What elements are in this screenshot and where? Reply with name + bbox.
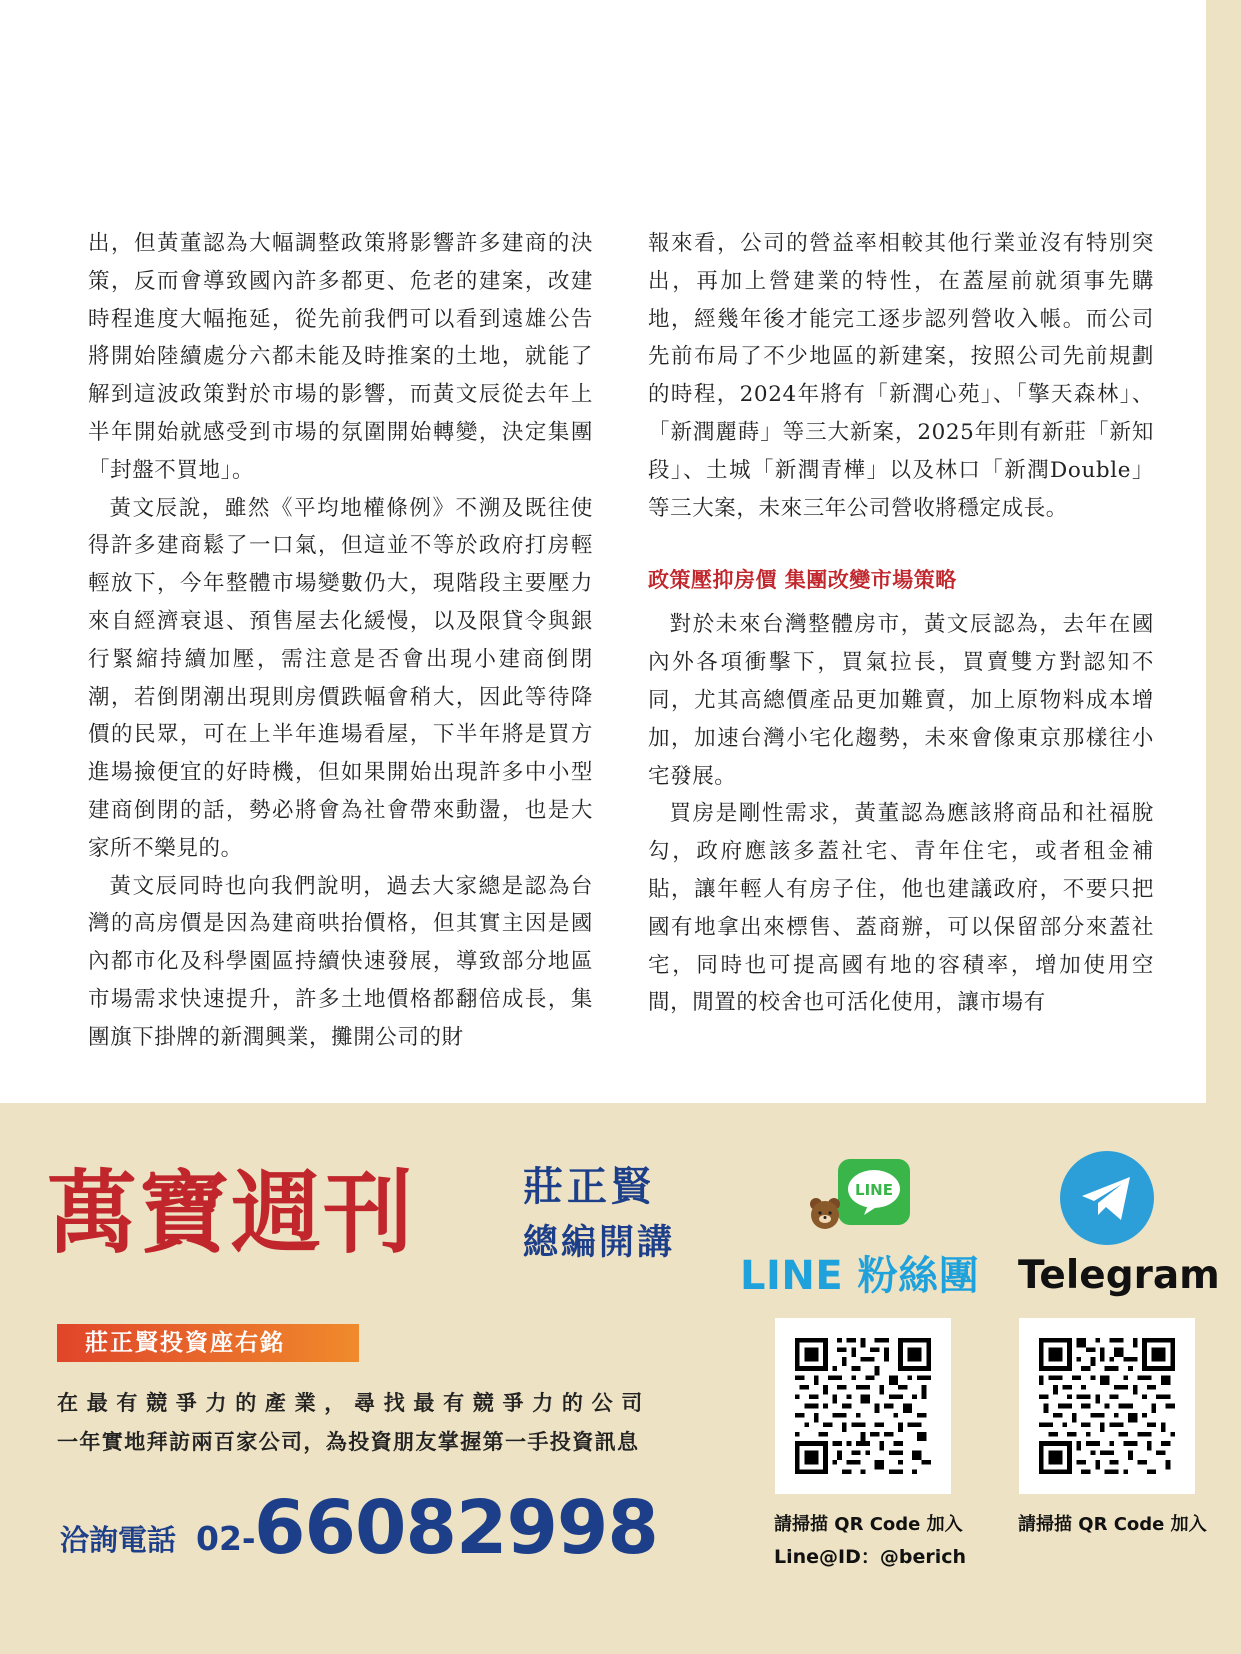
article-column-right — [648, 225, 1154, 1022]
paragraph: 出，但黃董認為大幅調整政策將影響許多建商的決策，反而會導致國內許多都更、危老的建案，改建時程進度大幅拖延，從先前我們可以看到遠雄公告將開始陸續處分六都未能及時推案的土地，就能了解到這波政策對於市場的影響，而黃文辰從去年上半年開始就感受到市場的氛圍開始轉變，決定集團「封盤不買地」。 — [88, 231, 593, 483]
advertisement-banner — [0, 1103, 1241, 1654]
telegram-qr-code[interactable] — [1019, 1318, 1195, 1494]
section-subheading: 政策壓抑房價 集團改變市場策略 — [648, 568, 957, 593]
line-qr-caption: 請掃描 QR Code 加入 — [774, 1514, 963, 1535]
editor-name: 莊正賢 — [523, 1164, 655, 1210]
article-body — [88, 225, 1154, 1055]
telegram-qr-caption: 請掃描 QR Code 加入 — [1018, 1514, 1207, 1535]
brown-bear-icon — [808, 1196, 842, 1230]
svg-text:LINE: LINE — [855, 1181, 893, 1199]
telegram-label: Telegram — [1018, 1253, 1220, 1298]
qr-code-icon — [1039, 1338, 1175, 1474]
editor-role: 總編開講 — [523, 1223, 676, 1263]
paragraph: 買房是剛性需求，黃董認為應該將商品和社福脫勾，政府應該多蓋社宅、青年住宅，或者租金補貼，讓年輕人有房子住，他也建議政府，不要只把國有地拿出來標售、蓋商辦，可以保留部分來蓋社宅，同時也可提高國有地的容積率，增加使用空間，閒置的校舍也可活化使用，讓市場有 — [648, 801, 1154, 1016]
telegram-icon[interactable] — [1060, 1151, 1154, 1245]
paragraph: 黃文辰說，雖然《平均地權條例》不溯及既往使得許多建商鬆了一口氣，但這並不等於政府打房輕輕放下，今年整體市場變數仍大，現階段主要壓力來自經濟衰退、預售屋去化緩慢，以及限貸令與銀行緊縮持續加壓，需注意是否會出現小建商倒閉潮，若倒閉潮出現則房價跌幅會稍大，因此等待降價的民眾，可在上半年進場看屋，下半年將是買方進場撿便宜的好時機，但如果開始出現許多中小型建商倒閉的話，勢必將會為社會帶來動盪，也是大家所不樂見的。 — [88, 495, 593, 861]
phone-label: 洽詢電話 — [60, 1523, 177, 1557]
qr-code-icon — [795, 1338, 931, 1474]
line-id: Line@ID：@berich — [774, 1546, 967, 1568]
paragraph: 黃文辰同時也向我們說明，過去大家總是認為台灣的高房價是因為建商哄抬價格，但其實主因是國內都市化及科學園區持續快速發展，導致部分地區市場需求快速提升，許多土地價格都翻倍成長，集團旗下掛牌的新潤興業，攤開公司的財 — [88, 873, 593, 1050]
paragraph: 報來看，公司的營益率相較其他行業並沒有特別突出，再加上營建業的特性，在蓋屋前就須事先購地，經幾年後才能完工逐步認列營收入帳。而公司先前布局了不少地區的新建案，按照公司先前規劃的時程，2024年將有「新潤心苑」、「擎天森林」、「新潤麗蒔」等三大新案，2025年則有新莊「新知段」、土城「新潤青樺」以及林口「新潤Double」等三大案，未來三年公司營收將穩定成長。 — [648, 231, 1154, 521]
magazine-brand-title: 萬寶週刊 — [47, 1160, 415, 1266]
motto-line: 在最有競爭力的產業，尋找最有競爭力的公司 — [57, 1391, 651, 1415]
article-column-left — [88, 225, 593, 1057]
paragraph: 對於未來台灣整體房市，黃文辰認為，去年在國內外各項衝擊下，買氣拉長，買賣雙方對認知不同，尤其高總價產品更加難賣，加上原物料成本增加，加速台灣小宅化趨勢，未來會像東京那樣往小宅發展。 — [648, 612, 1154, 789]
motto-line: 一年實地拜訪兩百家公司，為投資朋友掌握第一手投資訊息 — [57, 1430, 640, 1454]
line-app-icon[interactable] — [838, 1159, 910, 1225]
phone-number[interactable]: 66082998 — [254, 1485, 658, 1571]
line-fan-group-label: LINE 粉絲團 — [740, 1253, 980, 1299]
phone-area-code: 02- — [196, 1519, 256, 1558]
line-qr-code[interactable] — [775, 1318, 951, 1494]
motto-label: 莊正賢投資座右銘 — [57, 1324, 359, 1362]
